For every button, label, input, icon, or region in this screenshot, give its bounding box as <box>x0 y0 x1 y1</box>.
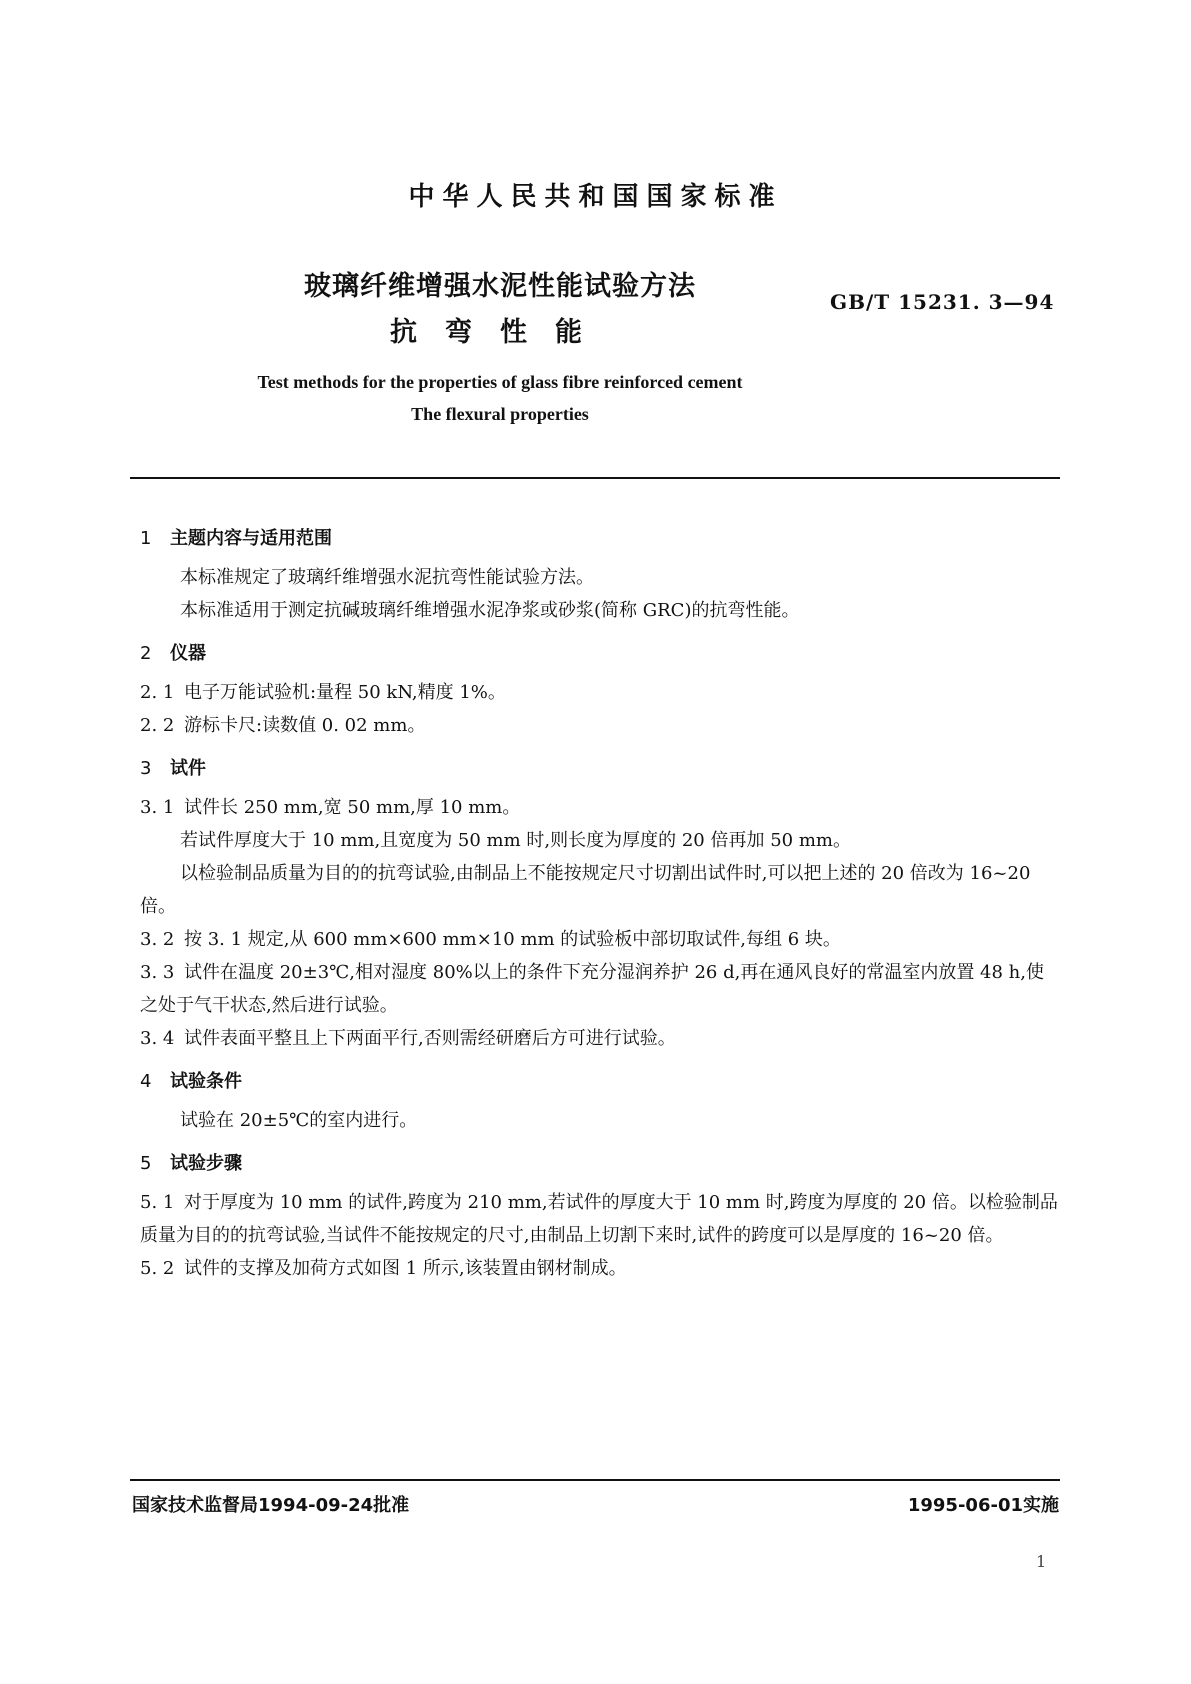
clause <box>140 956 1060 1022</box>
section-number: 1 <box>140 528 152 549</box>
section-title: 试验步骤 <box>170 1153 242 1174</box>
paragraph: 本标准规定了玻璃纤维增强水泥抗弯性能试验方法。 <box>180 567 594 588</box>
clause-number: 2. 2 <box>140 715 175 736</box>
national-standard-heading: 中华人民共和国国家标准 <box>408 182 783 212</box>
clause-text: 对于厚度为 10 mm 的试件,跨度为 210 mm,若试件的厚度大于 10 mm 时,跨度为厚度的 20 倍。以检验制品质量为目的的抗弯试验,当试件不能按规定的尺寸,由制品上切割下来时,试件的跨度可以是厚度的 16~20 倍。 <box>140 1192 1058 1246</box>
section-heading <box>140 1065 1060 1098</box>
clause <box>140 791 1060 824</box>
clause-number: 3. 1 <box>140 797 175 818</box>
clause <box>140 676 1060 709</box>
english-title-line2: The flexural properties <box>411 404 589 424</box>
paragraph: 本标准适用于测定抗碱玻璃纤维增强水泥净浆或砂浆(简称 GRC)的抗弯性能。 <box>180 600 800 621</box>
section-heading <box>140 1147 1060 1180</box>
paragraph: 试验在 20±5℃的室内进行。 <box>180 1110 418 1131</box>
effective-date-line: 1995-06-01实施 <box>907 1495 1059 1516</box>
section-heading <box>140 522 1060 555</box>
paragraph: 若试件厚度大于 10 mm,且宽度为 50 mm 时,则长度为厚度的 20 倍再加 50 mm。 <box>180 830 851 851</box>
bottom-divider <box>130 1479 1060 1481</box>
chinese-title-line2: 抗弯性能 <box>390 317 610 348</box>
top-divider <box>130 477 1060 479</box>
section-number: 2 <box>140 643 152 664</box>
standard-code: GB/T 15231. 3—94 <box>830 290 1055 314</box>
section-number: 4 <box>140 1071 152 1092</box>
clause <box>140 1186 1060 1252</box>
clause-text: 试件长 250 mm,宽 50 mm,厚 10 mm。 <box>184 797 521 818</box>
clause <box>140 709 1060 742</box>
clause-number: 5. 1 <box>140 1192 175 1213</box>
clause-number: 5. 2 <box>140 1258 175 1279</box>
document-body <box>140 522 1060 1285</box>
clause-number: 3. 3 <box>140 962 175 983</box>
clause-text: 试件表面平整且上下两面平行,否则需经研磨后方可进行试验。 <box>184 1028 676 1049</box>
clause-number: 3. 2 <box>140 929 175 950</box>
section-title: 主题内容与适用范围 <box>170 528 332 549</box>
section-heading <box>140 637 1060 670</box>
clause <box>140 923 1060 956</box>
clause-text: 试件的支撑及加荷方式如图 1 所示,该装置由钢材制成。 <box>184 1258 627 1279</box>
clause-number: 2. 1 <box>140 682 175 703</box>
approval-line: 国家技术监督局1994-09-24批准 <box>132 1495 410 1516</box>
clause-text: 试件在温度 20±3℃,相对湿度 80%以上的条件下充分湿润养护 26 d,再在通风良好的常温室内放置 48 h,使之处于气干状态,然后进行试验。 <box>140 962 1044 1016</box>
chinese-title-line1: 玻璃纤维增强水泥性能试验方法 <box>304 271 696 302</box>
clause-text: 游标卡尺:读数值 0. 02 mm。 <box>184 715 426 736</box>
section-number: 5 <box>140 1153 152 1174</box>
clause <box>140 1252 1060 1285</box>
section-heading <box>140 752 1060 785</box>
section-title: 试件 <box>170 758 206 779</box>
clause <box>140 1022 1060 1055</box>
clause-number: 3. 4 <box>140 1028 175 1049</box>
clause-text: 按 3. 1 规定,从 600 mm×600 mm×10 mm 的试验板中部切取试件,每组 6 块。 <box>184 929 841 950</box>
section-title: 仪器 <box>170 643 206 664</box>
english-title-line1: Test methods for the properties of glass fibre reinforced cement <box>257 372 743 392</box>
section-title: 试验条件 <box>170 1071 242 1092</box>
section-number: 3 <box>140 758 152 779</box>
page-number: 1 <box>1036 1552 1047 1571</box>
clause-text: 电子万能试验机:量程 50 kN,精度 1%。 <box>184 682 506 703</box>
paragraph: 以检验制品质量为目的的抗弯试验,由制品上不能按规定尺寸切割出试件时,可以把上述的 20 倍改为 16~20 倍。 <box>140 863 1031 917</box>
